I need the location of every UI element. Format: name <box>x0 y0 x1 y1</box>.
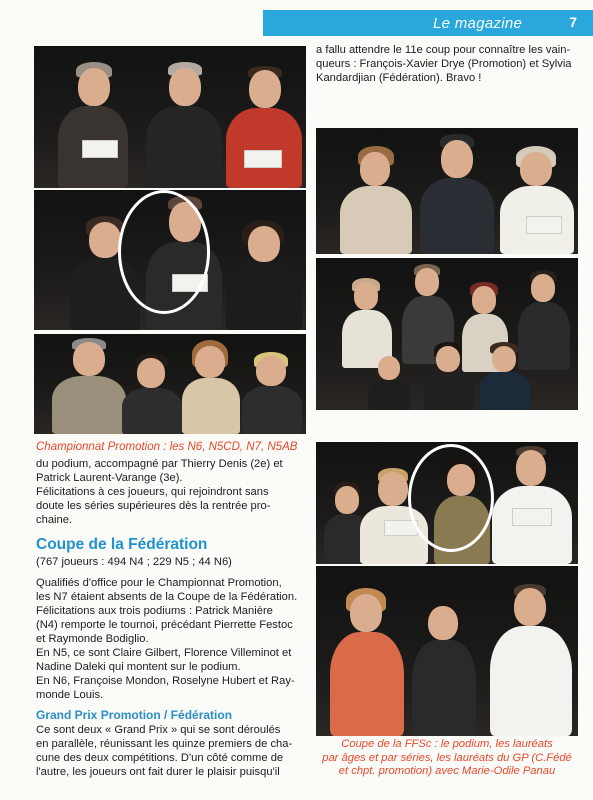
photo-n7-n5ab-podium <box>34 334 306 434</box>
magazine-title: Le magazine <box>433 14 523 32</box>
coupe-paragraph-line: Félicitations aux trois podiums : Patrick Manière <box>36 605 273 617</box>
left-intro-line: chaine. <box>36 514 73 526</box>
photo-n6-podium <box>34 46 306 188</box>
gp-paragraph-line: l'autre, les joueurs ont fait durer le plaisir puisqu'il <box>36 766 280 778</box>
photo-person <box>222 220 304 330</box>
photo-person <box>496 146 576 254</box>
photo-person <box>48 338 128 434</box>
right-photo-caption <box>316 738 578 779</box>
gp-paragraph-line: Ce sont deux « Grand Prix » qui se sont déroulés <box>36 724 281 736</box>
coupe-paragraph-line: et Raymonde Bodiglio. <box>36 633 149 645</box>
left-intro-line: Patrick Laurent-Varange (3e). <box>36 472 183 484</box>
photo-person <box>476 342 532 410</box>
photo-person <box>486 584 574 736</box>
section-title-coupe-federation: Coupe de la Fédération <box>36 536 208 553</box>
photo-person <box>416 134 496 254</box>
coupe-paragraph-line: les N7 étaient absents de la Coupe de la Fédération. <box>36 591 298 603</box>
subsection-title-grand-prix: Grand Prix Promotion / Fédération <box>36 708 233 722</box>
photo-person <box>326 588 406 736</box>
highlight-circle <box>118 190 210 314</box>
photo-n5cd-podium <box>34 190 306 330</box>
right-caption-line: par âges et par séries, les lauréats du GP (C.Fédé <box>322 751 572 764</box>
coupe-paragraph-line: (N4) remporte le tournoi, précédant Pierrette Festoc <box>36 619 293 631</box>
left-photo-caption: Championnat Promotion : les N6, N5CD, N7, N5AB <box>36 441 298 453</box>
right-caption-line: Coupe de la FFSc : le podium, les lauréats <box>341 738 553 750</box>
coupe-paragraph-line: En N6, Françoise Mondon, Roselyne Hubert et Ray- <box>36 675 295 687</box>
photo-person <box>420 342 476 410</box>
coupe-paragraph-line: Nadine Daleki qui montent sur le podium. <box>36 661 241 673</box>
photo-laureats-ages-series <box>316 258 578 410</box>
gp-paragraph-line: en parallèle, réunissant les quinze premiers de cha- <box>36 738 293 750</box>
photo-person <box>52 62 132 188</box>
photo-coupe-ffsc-podium <box>316 128 578 254</box>
highlight-circle <box>408 444 494 552</box>
coupe-paragraph-line: monde Louis. <box>36 689 104 701</box>
photo-person <box>178 340 242 434</box>
page-number: 7 <box>569 14 577 30</box>
left-intro-line: Félicitations à ces joueurs, qui rejoindront sans <box>36 486 269 498</box>
photo-marie-odile-panau <box>316 566 578 736</box>
photo-person <box>488 446 574 564</box>
photo-person <box>408 602 478 736</box>
left-intro-line: doute les séries supérieures dès la rentrée pro- <box>36 500 271 512</box>
photo-person <box>118 354 184 434</box>
coupe-paragraph-line: En N5, ce sont Claire Gilbert, Florence Villeminot et <box>36 647 292 659</box>
right-intro-line: queurs : François-Xavier Drye (Promotion) et Sylvia <box>316 58 572 70</box>
photo-person <box>336 146 414 254</box>
right-intro-line: a fallu attendre le 11e coup pour connaître les vain- <box>316 44 571 56</box>
photo-laureats-gp <box>316 442 578 564</box>
left-intro-line: du podium, accompagné par Thierry Denis (2e) et <box>36 458 283 470</box>
coupe-paragraph-line: Qualifiés d'office pour le Championnat Promotion, <box>36 577 282 589</box>
photo-person <box>366 354 412 410</box>
photo-person <box>142 62 224 188</box>
right-caption-line: et chpt. promotion) avec Marie-Odile Panau <box>338 765 556 777</box>
gp-paragraph-line: cune des deux compétitions. D'un côté comme de <box>36 752 284 764</box>
stats-line: (767 joueurs : 494 N4 ; 229 N5 ; 44 N6) <box>36 556 232 568</box>
magazine-header <box>263 10 593 36</box>
photo-person <box>238 352 304 434</box>
photo-person <box>222 66 304 188</box>
right-intro-line: Kandardjian (Fédération). Bravo ! <box>316 72 482 84</box>
